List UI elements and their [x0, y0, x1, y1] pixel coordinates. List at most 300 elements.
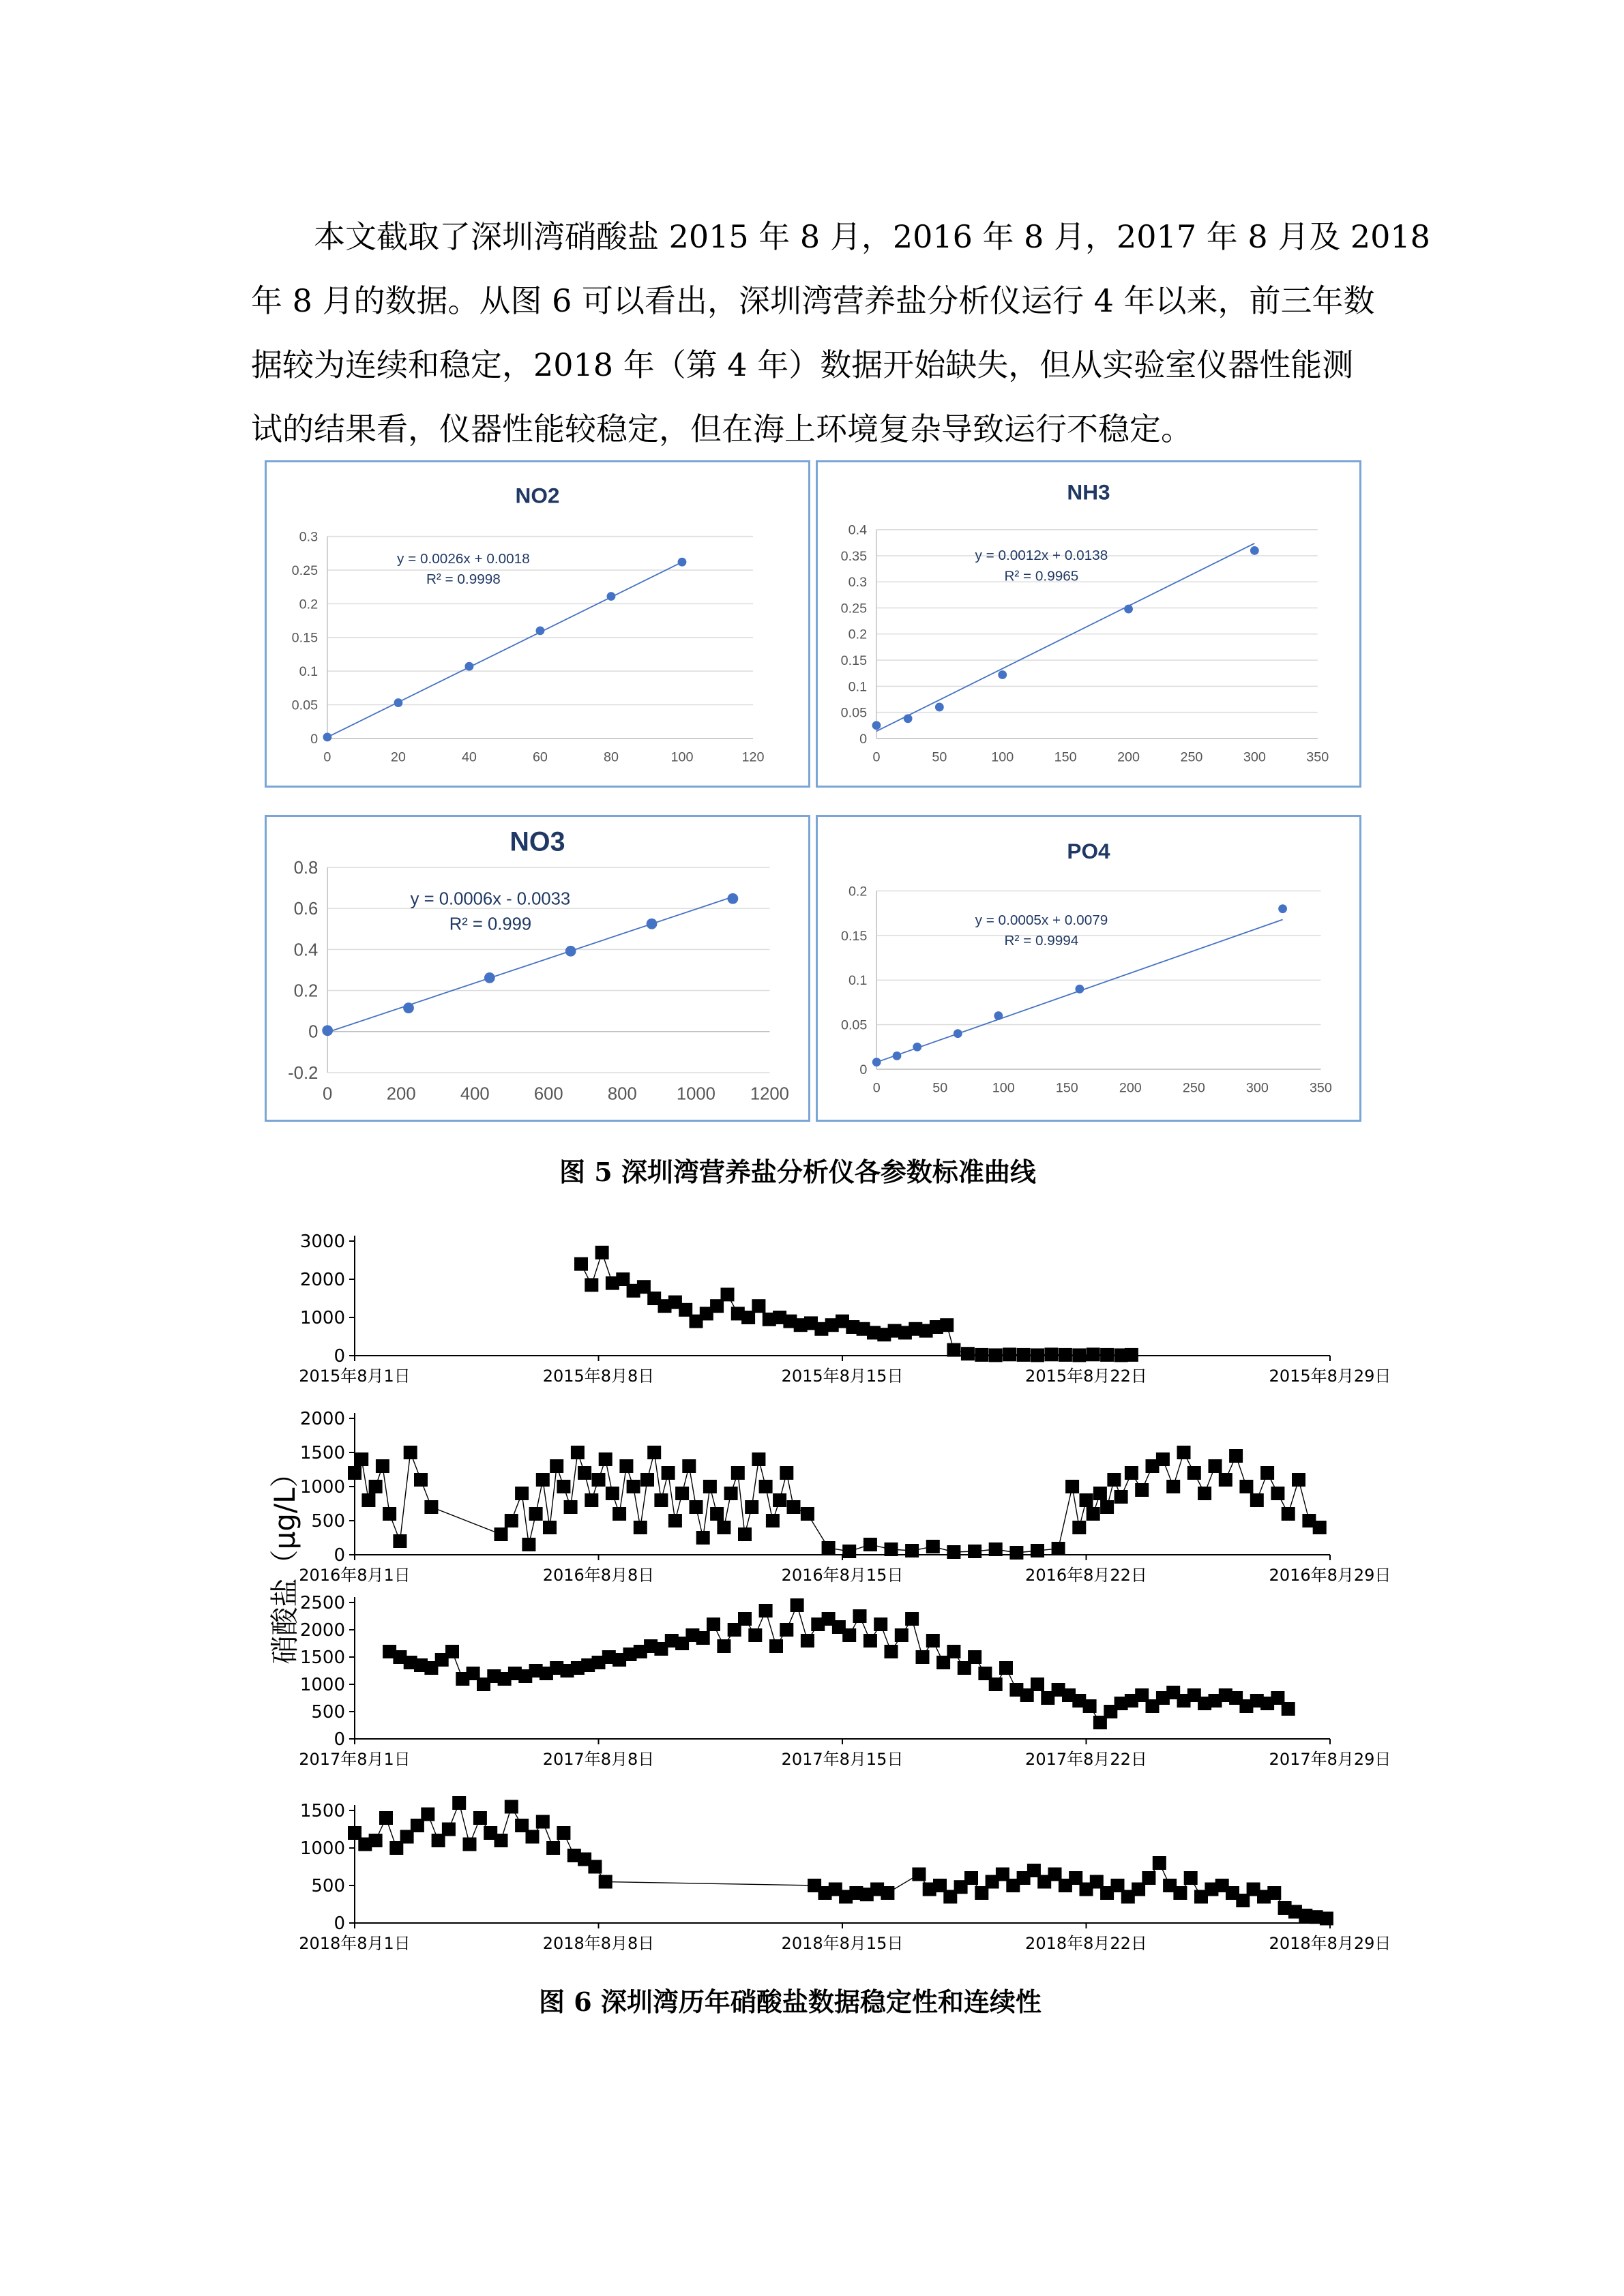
r-squared-label: R² = 0.999 [449, 914, 532, 934]
data-point [721, 1287, 735, 1301]
y-tick-label: 0 [859, 731, 868, 747]
data-point [999, 1661, 1013, 1675]
data-point [536, 1473, 550, 1487]
data-point [662, 1466, 675, 1480]
y-tick-label: 1500 [299, 1443, 345, 1463]
data-point [1072, 1521, 1086, 1534]
data-point [745, 1500, 758, 1514]
data-point [682, 1459, 696, 1473]
data-point [968, 1650, 981, 1664]
data-point [647, 919, 658, 929]
data-point [424, 1500, 438, 1514]
x-tick-label: 2018年8月1日 [299, 1934, 411, 1953]
y-tick-label: 0.4 [293, 940, 319, 960]
trendline-equation: y = 0.0026x + 0.0018 [397, 551, 530, 567]
data-point [791, 1598, 804, 1612]
y-tick-label: 3000 [299, 1232, 345, 1252]
data-point [599, 1452, 612, 1466]
y-tick-label: 0.15 [291, 630, 319, 646]
figure6-timeseries [259, 1221, 1391, 1957]
data-point [369, 1834, 383, 1847]
data-point [1135, 1483, 1149, 1497]
data-point [1125, 1348, 1138, 1362]
data-point [989, 1678, 1003, 1691]
chart-title: NO3 [510, 826, 565, 857]
x-tick-label: 2017年8月1日 [299, 1750, 411, 1769]
r-squared-label: R² = 0.9965 [1004, 568, 1079, 584]
data-point [1142, 1871, 1155, 1885]
data-point [1166, 1480, 1180, 1493]
x-tick-label: 1200 [750, 1084, 789, 1104]
data-point [505, 1800, 518, 1814]
data-point [916, 1650, 930, 1664]
data-point [1093, 1487, 1107, 1500]
data-point [1267, 1886, 1281, 1900]
data-point [1282, 1702, 1295, 1716]
y-tick-label: 2000 [299, 1620, 345, 1641]
data-point [1271, 1487, 1284, 1500]
y-tick-label: 1000 [299, 1675, 345, 1695]
data-point [926, 1540, 940, 1553]
x-tick-label: 200 [386, 1084, 416, 1104]
data-point [564, 1500, 578, 1514]
data-point [940, 1318, 954, 1332]
data-point [369, 1480, 383, 1493]
y-tick-label: 0.25 [291, 563, 319, 578]
y-tick-label: 500 [311, 1511, 345, 1532]
chart-title: NH3 [1067, 479, 1110, 505]
data-point [585, 1493, 598, 1507]
data-point [975, 1348, 988, 1362]
y-tick-label: 500 [311, 1702, 345, 1723]
data-point [954, 1029, 962, 1038]
data-point [647, 1446, 661, 1459]
data-point [801, 1507, 814, 1521]
data-point [738, 1527, 752, 1541]
x-tick-label: 2015年8月15日 [781, 1367, 904, 1386]
data-point [619, 1459, 633, 1473]
data-point [842, 1545, 856, 1558]
data-point [769, 1639, 783, 1653]
data-point [881, 1886, 894, 1900]
data-point [1250, 1493, 1264, 1507]
y-tick-label: 500 [311, 1876, 345, 1896]
data-point [780, 1466, 793, 1480]
data-point [505, 1514, 518, 1527]
data-point [515, 1487, 529, 1500]
data-point [1260, 1466, 1274, 1480]
y-tick-label: 0.4 [848, 522, 868, 538]
data-point [678, 558, 687, 567]
x-tick-label: 2016年8月29日 [1269, 1566, 1391, 1585]
figure6-svg [259, 1221, 1391, 1957]
y-tick-label: 0.1 [848, 679, 868, 695]
y-tick-label: 0.15 [840, 928, 868, 944]
data-point [1184, 1871, 1198, 1885]
trendline-equation: y = 0.0012x + 0.0138 [975, 548, 1108, 564]
data-point [696, 1631, 710, 1645]
data-point [1114, 1490, 1128, 1504]
data-point [1209, 1459, 1222, 1473]
y-tick-label: 1000 [299, 1477, 345, 1497]
data-point [752, 1299, 765, 1313]
data-point [404, 1446, 417, 1459]
x-tick-label: 150 [1054, 749, 1077, 765]
chart-nh3-svg [818, 462, 1359, 786]
data-point [1031, 1678, 1044, 1691]
chart-no2-panel [265, 460, 810, 788]
x-tick-label: 350 [1309, 1080, 1332, 1096]
x-tick-label: 800 [607, 1084, 637, 1104]
data-point [710, 1507, 724, 1521]
data-point [574, 1257, 588, 1271]
data-point [717, 1521, 730, 1534]
data-point [1017, 1348, 1031, 1362]
data-point [1278, 904, 1287, 913]
y-tick-label: 0.1 [848, 973, 868, 989]
data-point [998, 670, 1007, 679]
y-tick-label: 0.05 [840, 705, 868, 721]
data-point [465, 662, 474, 671]
y-tick-label: 0.6 [293, 899, 319, 919]
x-tick-label: 2018年8月22日 [1025, 1934, 1147, 1953]
data-point [947, 1343, 960, 1357]
data-point [376, 1459, 389, 1473]
x-tick-label: 2017年8月15日 [781, 1750, 904, 1769]
figure6-ylabel: 硝酸盐（μg/L） [268, 1459, 301, 1665]
x-tick-label: 150 [1055, 1080, 1078, 1096]
data-point [1100, 1500, 1114, 1514]
data-point [592, 1473, 606, 1487]
x-tick-label: 2015年8月22日 [1025, 1367, 1147, 1386]
y-tick-label: 0 [334, 1545, 345, 1566]
data-point [1031, 1544, 1044, 1557]
x-tick-label: 120 [741, 749, 765, 765]
data-point [1083, 1699, 1097, 1713]
y-tick-label: 0.8 [293, 858, 319, 878]
data-point [1087, 1507, 1100, 1521]
data-point [536, 626, 545, 635]
data-point [989, 1542, 1003, 1556]
r-squared-label: R² = 0.9998 [426, 571, 501, 588]
data-point [588, 1860, 602, 1874]
paragraph-line-1: 本文截取了深圳湾硝酸盐 2015 年 8 月，2016 年 8 月，2017 年 8 月及 2018 [314, 218, 1430, 255]
data-point [748, 1628, 762, 1642]
x-tick-label: 2017年8月8日 [542, 1750, 655, 1769]
x-tick-label: 2017年8月22日 [1025, 1750, 1147, 1769]
data-point [442, 1823, 456, 1836]
x-tick-label: 200 [1117, 749, 1140, 765]
data-point [717, 1639, 730, 1653]
data-point [463, 1838, 477, 1851]
x-tick-label: 250 [1182, 1080, 1205, 1096]
data-point [926, 1634, 940, 1648]
data-point [668, 1514, 682, 1527]
x-tick-label: 2017年8月29日 [1269, 1750, 1391, 1769]
x-tick-label: 2016年8月15日 [781, 1566, 904, 1585]
data-point [536, 1815, 550, 1829]
x-tick-label: 2015年8月1日 [299, 1367, 411, 1386]
y-tick-label: 0.05 [840, 1017, 868, 1033]
data-point [1187, 1466, 1201, 1480]
data-point [731, 1466, 745, 1480]
data-point [394, 698, 402, 707]
data-point [529, 1507, 543, 1521]
data-point [1003, 1347, 1016, 1361]
data-point [675, 1487, 689, 1500]
data-point [1031, 1348, 1044, 1362]
data-point [759, 1480, 773, 1493]
data-point [872, 721, 881, 730]
figure5-caption: 图 5 深圳湾营养盐分析仪各参数标准曲线 [559, 1157, 1036, 1187]
data-point [1313, 1521, 1327, 1534]
data-point [361, 1493, 375, 1507]
x-tick-label: 0 [323, 749, 331, 765]
trendline-equation: y = 0.0006x - 0.0033 [410, 889, 571, 909]
x-tick-label: 2015年8月8日 [542, 1367, 655, 1386]
y-tick-label: 1500 [299, 1801, 345, 1821]
data-point [1282, 1507, 1295, 1521]
y-tick-label: 0.3 [299, 529, 319, 545]
data-point [1229, 1449, 1243, 1463]
data-point [947, 1545, 960, 1559]
data-point [872, 1058, 881, 1067]
y-tick-label: 0.25 [840, 601, 868, 616]
data-point [842, 1628, 856, 1642]
y-tick-label: 0.3 [848, 575, 868, 591]
y-tick-label: -0.2 [288, 1063, 319, 1083]
data-point [822, 1541, 836, 1555]
data-point [599, 1875, 612, 1889]
x-tick-label: 0 [872, 1080, 881, 1096]
data-point [578, 1466, 591, 1480]
chart-nh3-panel [816, 460, 1361, 788]
x-tick-label: 60 [532, 749, 548, 765]
data-point [964, 1871, 978, 1885]
y-tick-label: 0 [334, 1729, 345, 1750]
x-tick-label: 100 [992, 1080, 1015, 1096]
data-point [1009, 1546, 1023, 1560]
chart-no3-panel [265, 815, 810, 1122]
data-point [727, 893, 738, 904]
data-point [393, 1534, 407, 1548]
data-point [403, 1002, 414, 1013]
chart-po4-panel [816, 815, 1361, 1122]
chart-title: NO2 [515, 483, 560, 508]
data-point [913, 1043, 921, 1052]
data-point [752, 1452, 765, 1466]
data-point [904, 714, 913, 723]
data-point [1177, 1446, 1191, 1459]
data-point [1239, 1480, 1253, 1493]
x-tick-label: 40 [461, 749, 477, 765]
chart-title: PO4 [1067, 839, 1110, 864]
data-point [1044, 1347, 1058, 1361]
data-point [885, 1542, 898, 1556]
data-point [494, 1527, 508, 1541]
y-tick-label: 2000 [299, 1270, 345, 1290]
data-point [452, 1796, 466, 1810]
data-point [935, 703, 944, 712]
data-point [724, 1487, 738, 1500]
data-point [1072, 1348, 1086, 1362]
data-point [445, 1645, 459, 1658]
data-point [383, 1507, 396, 1521]
y-tick-label: 0 [308, 1022, 319, 1042]
data-point [1075, 985, 1084, 994]
y-tick-label: 1000 [299, 1838, 345, 1859]
data-point [379, 1811, 393, 1825]
trendline [327, 562, 682, 737]
y-tick-label: 0.05 [291, 698, 319, 713]
data-point [323, 732, 331, 741]
data-point [557, 1480, 570, 1493]
data-point [1059, 1348, 1072, 1362]
data-point [550, 1459, 563, 1473]
data-point [947, 1645, 960, 1658]
data-point [355, 1452, 368, 1466]
data-point [1173, 1886, 1187, 1900]
data-point [546, 1841, 560, 1855]
data-point [1125, 1466, 1138, 1480]
y-tick-label: 0 [859, 1062, 868, 1077]
paragraph-line-3: 据较为连续和稳定，2018 年（第 4 年）数据开始缺失，但从实验室仪器性能测 [251, 346, 1354, 383]
x-tick-label: 2018年8月15日 [781, 1934, 904, 1953]
data-point [1100, 1348, 1114, 1362]
data-point [895, 1628, 909, 1642]
data-point [557, 1826, 570, 1840]
y-tick-label: 0 [334, 1913, 345, 1934]
data-point [703, 1480, 717, 1493]
paragraph-line-2: 年 8 月的数据。从图 6 可以看出，深圳湾营养盐分析仪运行 4 年以来，前三年数 [251, 282, 1375, 319]
x-tick-label: 400 [460, 1084, 490, 1104]
data-point [571, 1446, 585, 1459]
y-tick-label: 0.2 [848, 884, 868, 899]
x-tick-label: 200 [1119, 1080, 1142, 1096]
x-tick-label: 2018年8月29日 [1269, 1934, 1391, 1953]
data-point [484, 972, 495, 983]
y-tick-label: 0.1 [299, 664, 319, 680]
data-point [654, 1493, 668, 1507]
data-point [348, 1466, 361, 1480]
y-tick-label: 0 [334, 1346, 345, 1367]
data-point [606, 1487, 619, 1500]
y-tick-label: 0.35 [840, 548, 868, 564]
data-point [473, 1811, 487, 1825]
data-point [863, 1634, 877, 1648]
x-tick-label: 80 [603, 749, 619, 765]
data-point [885, 1645, 898, 1658]
x-tick-label: 20 [390, 749, 406, 765]
x-tick-label: 100 [991, 749, 1014, 765]
paragraph-line-4: 试的结果看，仪器性能较稳定，但在海上环境复杂导致运行不稳定。 [251, 411, 1192, 447]
data-point [1153, 1856, 1166, 1870]
x-tick-label: 2018年8月8日 [542, 1934, 655, 1953]
data-point [874, 1617, 887, 1631]
data-point [526, 1830, 540, 1844]
trendline-equation: y = 0.0005x + 0.0079 [975, 912, 1108, 928]
data-point [612, 1507, 626, 1521]
data-point [585, 1278, 598, 1292]
y-tick-label: 0.15 [840, 653, 868, 668]
body-paragraph [251, 205, 1430, 461]
data-point [893, 1052, 902, 1060]
data-point [707, 1617, 720, 1631]
data-point [494, 1834, 508, 1847]
data-point [1292, 1473, 1305, 1487]
data-point [1124, 605, 1133, 614]
y-tick-label: 1000 [299, 1308, 345, 1328]
data-point [595, 1246, 609, 1259]
data-point [1065, 1480, 1079, 1493]
data-point [1080, 1493, 1093, 1507]
data-point [801, 1634, 814, 1648]
x-tick-label: 2016年8月22日 [1025, 1566, 1147, 1585]
chart-no3-svg [267, 817, 808, 1120]
x-tick-label: 350 [1306, 749, 1329, 765]
r-squared-label: R² = 0.9994 [1004, 932, 1079, 949]
data-point [905, 1544, 919, 1557]
data-point [690, 1500, 703, 1514]
data-point [905, 1612, 919, 1626]
data-point [961, 1347, 975, 1360]
data-point [1320, 1911, 1333, 1925]
x-tick-label: 0 [323, 1084, 333, 1104]
data-point [1052, 1542, 1065, 1555]
data-point [543, 1521, 557, 1534]
x-tick-label: 50 [932, 749, 947, 765]
data-point [773, 1493, 786, 1507]
data-point [1219, 1473, 1232, 1487]
data-point [1198, 1487, 1211, 1500]
y-tick-label: 0.2 [299, 597, 319, 612]
data-point [322, 1025, 333, 1036]
data-point [912, 1868, 926, 1881]
y-tick-label: 0.2 [848, 627, 868, 642]
data-point [627, 1480, 640, 1493]
y-tick-label: 0.2 [293, 981, 319, 1001]
figure6-caption: 图 6 深圳湾历年硝酸盐数据稳定性和连续性 [539, 1986, 1042, 2017]
x-tick-label: 300 [1243, 749, 1266, 765]
data-point [565, 946, 576, 957]
chart-po4-svg [818, 817, 1359, 1120]
x-tick-label: 250 [1180, 749, 1203, 765]
data-point [696, 1531, 710, 1545]
data-point [1156, 1452, 1170, 1466]
x-tick-label: 1000 [676, 1084, 715, 1104]
x-tick-label: 100 [670, 749, 694, 765]
x-tick-label: 2015年8月29日 [1269, 1367, 1391, 1386]
data-point [968, 1545, 981, 1558]
y-tick-label: 2500 [299, 1593, 345, 1613]
x-tick-label: 2016年8月8日 [542, 1566, 655, 1585]
data-point [863, 1538, 877, 1551]
x-tick-label: 300 [1245, 1080, 1269, 1096]
data-point [1087, 1347, 1100, 1361]
chart-no2-svg [267, 462, 808, 786]
data-point [1107, 1473, 1121, 1487]
data-point [787, 1500, 801, 1514]
data-point [421, 1808, 434, 1821]
data-point [414, 1473, 428, 1487]
data-point [634, 1521, 647, 1534]
data-point [522, 1538, 535, 1551]
data-point [1250, 546, 1259, 555]
y-tick-label: 2000 [299, 1409, 345, 1429]
y-tick-label: 0 [310, 731, 319, 747]
data-point [780, 1623, 793, 1637]
x-tick-label: 50 [932, 1080, 948, 1096]
